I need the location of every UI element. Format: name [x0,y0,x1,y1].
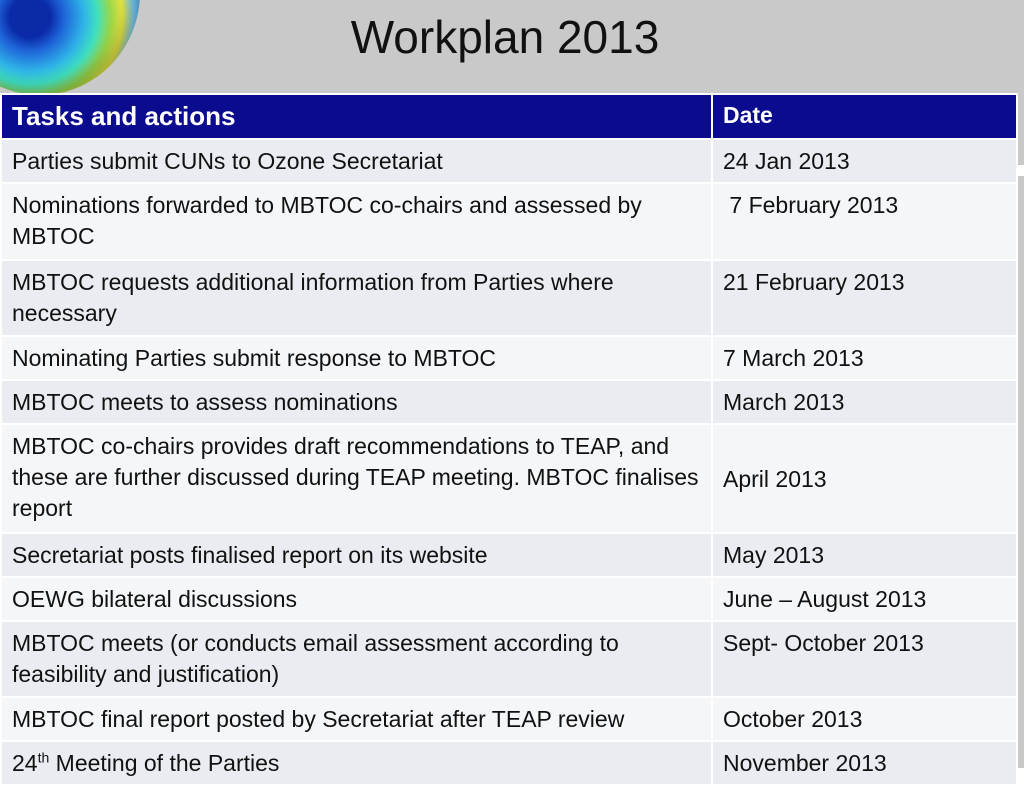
slide-title: Workplan 2013 [350,11,660,63]
table-row [1,697,1017,741]
ordinal-suffix: th [37,749,50,766]
date-cell: October 2013 [712,697,1017,741]
date-cell: 7 February 2013 [712,183,1017,260]
task-cell: Secretariat posts finalised report on its website [1,533,712,577]
task-cell [1,741,712,785]
task-cell: Nominating Parties submit response to MBTOC [1,336,712,380]
table-row [1,183,1017,260]
table-row [1,424,1017,533]
meeting-number: 24 [12,750,38,776]
task-cell: MBTOC requests additional information from Parties where necessary [1,260,712,336]
table-row [1,260,1017,336]
task-cell: MBTOC meets (or conducts email assessment according to feasibility and justification) [1,621,712,697]
table-row [1,139,1017,183]
date-cell: April 2013 [712,424,1017,533]
task-cell: OEWG bilateral discussions [1,577,712,621]
table-header-row [1,94,1017,139]
table-row [1,336,1017,380]
header-date: Date [712,94,1017,139]
workplan-table [0,93,1018,786]
task-cell: Parties submit CUNs to Ozone Secretariat [1,139,712,183]
task-cell: MBTOC meets to assess nominations [1,380,712,424]
header-tasks: Tasks and actions [1,94,712,139]
task-cell: Nominations forwarded to MBTOC co-chairs and assessed by MBTOC [1,183,712,260]
date-cell: March 2013 [712,380,1017,424]
date-cell: 7 March 2013 [712,336,1017,380]
meeting-label: Meeting of the Parties [49,750,280,776]
task-cell: MBTOC co-chairs provides draft recommendations to TEAP, and these are further discussed during TEAP meeting. MBTOC finalises report [1,424,712,533]
table-row [1,380,1017,424]
table-row [1,741,1017,785]
date-cell: June – August 2013 [712,577,1017,621]
date-cell: 24 Jan 2013 [712,139,1017,183]
table-row [1,621,1017,697]
date-cell: Sept- October 2013 [712,621,1017,697]
table-row [1,533,1017,577]
date-cell: 21 February 2013 [712,260,1017,336]
date-cell: November 2013 [712,741,1017,785]
table-row [1,577,1017,621]
task-cell: MBTOC final report posted by Secretariat after TEAP review [1,697,712,741]
date-cell: May 2013 [712,533,1017,577]
